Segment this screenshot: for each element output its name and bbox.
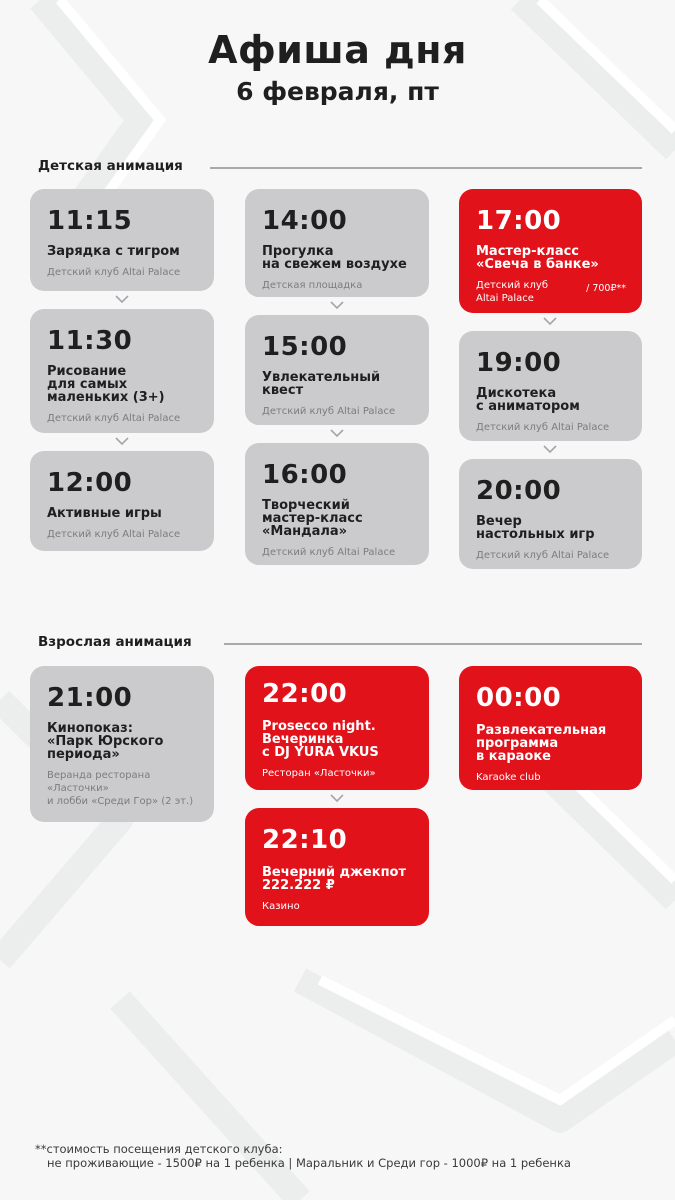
event-title: Prosecco night. Вечеринка с DJ YURA VKUS — [262, 719, 379, 760]
event-time: 11:15 — [47, 206, 133, 236]
chevron-down-icon — [330, 301, 344, 310]
event-title: Кинопоказ: «Парк Юрского периода» — [47, 721, 164, 762]
event-card-adults-2-1[interactable] — [245, 666, 429, 790]
event-place: Ресторан «Ласточки» — [262, 768, 376, 779]
event-card-kids-1-2[interactable] — [30, 309, 214, 433]
event-place: Казино — [262, 901, 300, 912]
page-date: 6 февраля, пт — [236, 77, 439, 106]
chevron-down-icon — [115, 437, 129, 446]
event-card-kids-2-3[interactable] — [245, 443, 429, 565]
page-title: Афиша дня — [208, 28, 467, 72]
price-footnote — [35, 1142, 571, 1170]
event-place: Детский клуб Altai Palace — [262, 406, 396, 417]
footnote-line-1: **стоимость посещения детского клуба: — [35, 1142, 283, 1156]
event-card-kids-1-1[interactable] — [30, 189, 214, 291]
event-title: Дискотека с аниматором — [476, 386, 580, 414]
event-title: Вечерний джекпот 222.222 ₽ — [262, 865, 407, 893]
event-card-kids-3-1[interactable] — [459, 189, 642, 313]
event-card-adults-3-1[interactable] — [459, 666, 642, 790]
event-time: 21:00 — [47, 683, 133, 713]
event-time: 00:00 — [476, 683, 562, 713]
chevron-down-icon — [115, 295, 129, 304]
event-title: Прогулка на свежем воздухе — [262, 244, 407, 272]
footnote-line-2: не проживающие - 1500₽ на 1 ребенка | Маральник и Среди гор - 1000₽ на 1 ребенка — [47, 1156, 571, 1170]
event-card-kids-1-3[interactable] — [30, 451, 214, 551]
event-title: Развлекательная программа в караоке — [476, 723, 607, 764]
event-card-kids-3-2[interactable] — [459, 331, 642, 441]
event-time: 14:00 — [262, 206, 348, 236]
event-card-adults-2-2[interactable] — [245, 808, 429, 926]
section-adults-header — [38, 634, 642, 654]
event-title: Мастер-класс «Свеча в банке» — [476, 244, 599, 272]
event-time: 12:00 — [47, 468, 133, 498]
event-card-adults-1-1[interactable] — [30, 666, 214, 822]
event-card-kids-3-3[interactable] — [459, 459, 642, 569]
event-card-kids-2-1[interactable] — [245, 189, 429, 297]
chevron-down-icon — [330, 429, 344, 438]
event-place: Детский клуб Altai Palace — [476, 280, 549, 304]
section-kids-header — [38, 158, 642, 178]
event-title: Зарядка с тигром — [47, 244, 180, 259]
section-kids-label: Детская анимация — [38, 158, 183, 174]
section-divider — [224, 643, 642, 645]
event-time: 20:00 — [476, 476, 562, 506]
event-title: Творческий мастер-класс «Мандала» — [262, 498, 363, 539]
event-card-kids-2-2[interactable] — [245, 315, 429, 425]
chevron-down-icon — [330, 794, 344, 803]
event-time: 16:00 — [262, 460, 348, 490]
event-time: 11:30 — [47, 326, 133, 356]
section-adults-label: Взрослая анимация — [38, 634, 192, 650]
section-divider — [210, 167, 642, 169]
event-title: Активные игры — [47, 506, 162, 521]
event-time: 22:10 — [262, 825, 348, 855]
event-title: Вечер настольных игр — [476, 514, 595, 542]
event-place: Детская площадка — [262, 280, 363, 291]
event-place: Детский клуб Altai Palace — [476, 422, 610, 433]
chevron-down-icon — [543, 317, 557, 326]
event-time: 22:00 — [262, 679, 348, 709]
event-time: 15:00 — [262, 332, 348, 362]
event-place: Детский клуб Altai Palace — [47, 413, 181, 424]
event-place: Karaoke club — [476, 772, 541, 783]
event-title: Увлекательный квест — [262, 370, 381, 398]
event-place: Детский клуб Altai Palace — [476, 550, 610, 561]
event-place: Детский клуб Altai Palace — [47, 267, 181, 278]
event-time: 17:00 — [476, 206, 562, 236]
event-time: 19:00 — [476, 348, 562, 378]
event-price: / 700₽** — [586, 283, 626, 294]
event-title: Рисование для самых маленьких (3+) — [47, 364, 165, 405]
event-place: Детский клуб Altai Palace — [47, 529, 181, 540]
event-place: Веранда ресторана «Ласточки» и лобби «Среди Гор» (2 эт.) — [47, 770, 194, 807]
event-place: Детский клуб Altai Palace — [262, 547, 396, 558]
chevron-down-icon — [543, 445, 557, 454]
